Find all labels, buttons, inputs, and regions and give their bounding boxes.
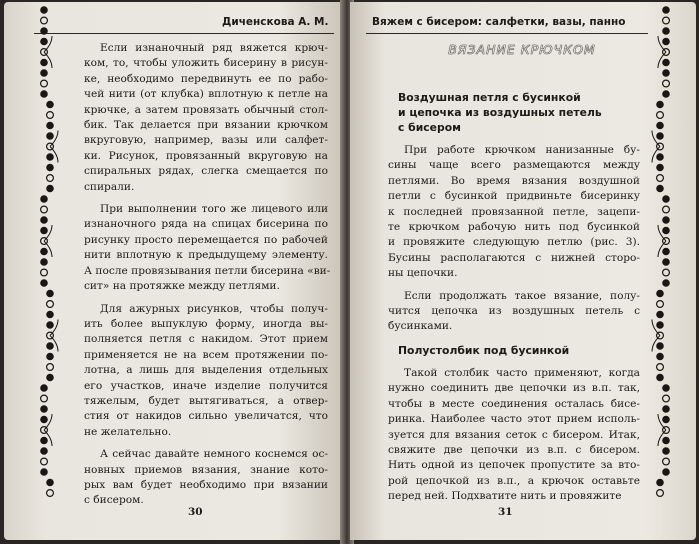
bead-icon <box>663 259 669 265</box>
bead-icon <box>663 7 669 13</box>
right-running-head: Вяжем с бисером: салфетки, вазы, панно <box>372 16 626 28</box>
heading-line: Воздушная петля с бусинкой <box>398 91 581 104</box>
bead-icon <box>41 269 48 276</box>
text-line: вкруговую, например, вазы или салфет- <box>84 134 328 147</box>
bead-icon <box>41 59 47 65</box>
paragraph <box>388 143 640 282</box>
bead-icon <box>657 101 663 107</box>
bead-icon <box>41 248 47 254</box>
text-line: к последней провязанной петле, зацепи- <box>388 205 640 218</box>
bead-icon <box>47 353 53 359</box>
bead-icon <box>663 416 669 422</box>
bead-icon <box>41 406 47 412</box>
bead-icon <box>41 437 47 443</box>
text-line: нужно соединить две цепочки из в.п. так, <box>388 382 640 395</box>
bead-icon <box>41 259 47 265</box>
right-body-text <box>388 82 640 512</box>
paragraph <box>84 302 328 441</box>
bead-icon <box>41 448 47 454</box>
bead-icon <box>657 353 663 359</box>
paragraph <box>84 41 328 195</box>
bead-icon <box>41 217 47 223</box>
bead-icon <box>657 185 663 191</box>
bead-icon <box>663 227 669 233</box>
bead-icon <box>657 343 663 349</box>
left-header-rule <box>34 33 334 34</box>
bead-icon <box>657 301 664 308</box>
bead-icon <box>47 479 53 485</box>
left-page-number: 30 <box>188 506 203 518</box>
bead-icon <box>41 38 47 44</box>
bead-icon <box>663 38 669 44</box>
text-line: тяжелым, будет вытягиваться, а отвер- <box>84 394 328 407</box>
bead-icon <box>663 80 670 87</box>
bead-icon <box>663 196 669 202</box>
text-line: Такой столбик часто применяют, когда <box>404 366 640 379</box>
bead-icon <box>47 322 53 328</box>
bead-border-right-icon <box>650 2 676 540</box>
bead-icon <box>663 217 669 223</box>
bead-icon <box>47 185 53 191</box>
bead-icon <box>663 91 669 97</box>
bead-icon <box>41 206 48 213</box>
text-line: и провяжите следующую петлю (рис. 3). <box>388 236 640 249</box>
text-line: А после провязывания петли бисерина «ви- <box>84 264 331 277</box>
chapter-title: ВЯЗАНИЕ КРЮЧКОМ <box>448 42 596 57</box>
bead-icon <box>47 175 54 182</box>
text-line: те крючком рабочую нить под бусинкой <box>388 221 640 234</box>
left-running-head: Диченскова А. М. <box>222 16 329 28</box>
bead-icon <box>663 469 669 475</box>
text-line: ке, необходимо передвинуть ее по рабо- <box>84 72 328 85</box>
bead-icon <box>657 164 663 170</box>
bead-icon <box>41 385 47 391</box>
bead-icon <box>41 227 47 233</box>
bead-icon <box>41 80 48 87</box>
text-line: ить более выпуклую форму, иногда вы- <box>84 317 328 330</box>
bead-icon <box>657 479 663 485</box>
bead-icon <box>47 343 53 349</box>
text-line: При работе крючком нанизанные бу- <box>404 144 640 156</box>
text-line: его участков, иначе изделие получится <box>84 379 328 392</box>
bead-icon <box>47 364 54 371</box>
text-line: ком, то, чтобы уложить бисерину в рисун- <box>84 57 328 70</box>
bead-icon <box>41 458 48 465</box>
bead-icon <box>657 154 663 160</box>
text-line: лотна, а лишь для выделения отдельных <box>84 364 328 377</box>
text-line: спиральных рядах, слегка смещается по <box>84 165 328 178</box>
heading-line: Полустолбик под бусинкой <box>398 343 570 357</box>
text-line: сит» на протяжке между петлями. <box>84 280 280 293</box>
bead-icon <box>47 374 53 380</box>
bead-icon <box>663 395 670 402</box>
text-line: сины чаще всего размещаются между <box>388 159 640 172</box>
text-line: А сейчас давайте немного коснемся ос- <box>100 448 328 461</box>
bead-icon <box>41 416 47 422</box>
bead-icon <box>41 28 47 34</box>
paragraph <box>388 289 640 335</box>
bead-icon <box>663 385 669 391</box>
bead-icon <box>41 70 47 76</box>
section-heading <box>398 343 640 358</box>
text-line: бусинками. <box>388 320 453 333</box>
text-line: При выполнении того же лицевого или <box>100 203 328 216</box>
bead-icon <box>663 70 669 76</box>
text-line: нити вплотную к предыдущему элементу. <box>84 249 328 262</box>
text-line: свяжите две цепочки из в.п. с бисером. <box>388 443 640 456</box>
bead-border-left-icon <box>34 2 60 540</box>
text-line: перед ней. Подхватите нить и провяжите <box>388 490 622 503</box>
text-line: не желательно. <box>84 425 172 438</box>
text-line: новных приемов вязания, знание кото- <box>84 463 328 476</box>
bead-icon <box>47 101 53 107</box>
bead-icon <box>47 133 53 139</box>
right-header-rule <box>366 33 648 34</box>
bead-icon <box>663 59 669 65</box>
text-line: бик. Так делается при вязании крючком <box>84 119 328 132</box>
text-line: ки. Рисунок, провязанный вкруговую на <box>84 149 328 162</box>
bead-icon <box>47 154 53 160</box>
text-line: Для ажурных рисунков, чтобы получ- <box>100 302 328 315</box>
left-body-text <box>84 41 331 516</box>
bead-icon <box>657 311 663 317</box>
bead-icon <box>41 17 48 24</box>
bead-icon <box>41 7 47 13</box>
bead-icon <box>657 112 664 119</box>
text-line: полняется петля с накидом. Этот прием <box>84 333 328 346</box>
bead-icon <box>41 196 47 202</box>
bead-icon <box>663 206 670 213</box>
bead-icon <box>47 290 53 296</box>
bead-icon <box>663 406 669 412</box>
text-line: Если изнаночный ряд вяжется крюч- <box>100 42 328 54</box>
text-line: изнаночного ряда на спицах бисерина по <box>84 218 328 231</box>
paragraph <box>388 366 640 505</box>
bead-icon <box>663 280 669 286</box>
bead-icon <box>47 112 54 119</box>
text-line: стия от накидов сильно увеличатся, что <box>84 410 328 423</box>
bead-icon <box>657 175 664 182</box>
section-heading <box>398 90 640 135</box>
text-line: чтобы в месте соединения осталась бисе- <box>388 397 640 410</box>
text-line: рых вам будет необходимо при вязании <box>84 478 328 491</box>
bead-icon <box>47 311 53 317</box>
bead-icon <box>663 248 669 254</box>
bead-icon <box>657 133 663 139</box>
text-line: чится цепочка из воздушных петель с <box>388 305 640 318</box>
paragraph <box>84 447 328 509</box>
bead-icon <box>663 269 670 276</box>
left-page <box>4 2 346 540</box>
text-line: Бусины располагаются с нижней сторо- <box>388 251 640 264</box>
text-line: зуется для вязания сеток с бисером. Итак, <box>388 428 640 441</box>
bead-icon <box>663 17 670 24</box>
heading-line: и цепочка из воздушных петель <box>398 106 602 119</box>
bead-icon <box>657 122 663 128</box>
text-line: рой цепочкой из в.п., а крючок оставьте <box>388 474 640 487</box>
text-line: чей нити (от клубка) вплотную к петле на <box>84 88 328 101</box>
text-line: ны цепочки. <box>388 267 458 280</box>
bead-icon <box>657 322 663 328</box>
bead-icon <box>663 458 670 465</box>
bead-icon <box>663 437 669 443</box>
text-line: петлями. Во время вязания воздушной <box>388 174 640 187</box>
text-line: рисунку просто перемещается по рабочей <box>84 233 328 246</box>
text-line: применяется не на всем протяжении по- <box>84 348 328 361</box>
bead-icon <box>47 490 54 497</box>
bead-icon <box>657 290 663 296</box>
text-line: петли с бусинкой придвиньте бисеринку <box>388 190 640 203</box>
bead-icon <box>41 91 47 97</box>
bead-icon <box>657 490 664 497</box>
text-line: ринка. Наиболее часто этот прием исполь- <box>388 413 640 426</box>
text-line: с бисером. <box>84 494 144 507</box>
bead-icon <box>41 280 47 286</box>
heading-line: с бисером <box>398 121 461 134</box>
bead-icon <box>41 469 47 475</box>
bead-icon <box>657 374 663 380</box>
text-line: Нить одной из цепочек пропустите за вто- <box>388 459 640 472</box>
paragraph <box>84 202 331 294</box>
bead-icon <box>663 28 669 34</box>
bead-icon <box>41 395 48 402</box>
bead-icon <box>657 364 664 371</box>
text-line: крючке, а затем провязать обычный стол- <box>84 103 328 116</box>
bead-icon <box>47 301 54 308</box>
right-page-number: 31 <box>498 506 513 518</box>
bead-icon <box>47 122 53 128</box>
bead-icon <box>663 448 669 454</box>
bead-icon <box>47 164 53 170</box>
text-line: спирали. <box>84 180 135 193</box>
text-line: Если продолжать такое вязание, полу- <box>404 289 640 302</box>
right-page <box>350 2 696 540</box>
